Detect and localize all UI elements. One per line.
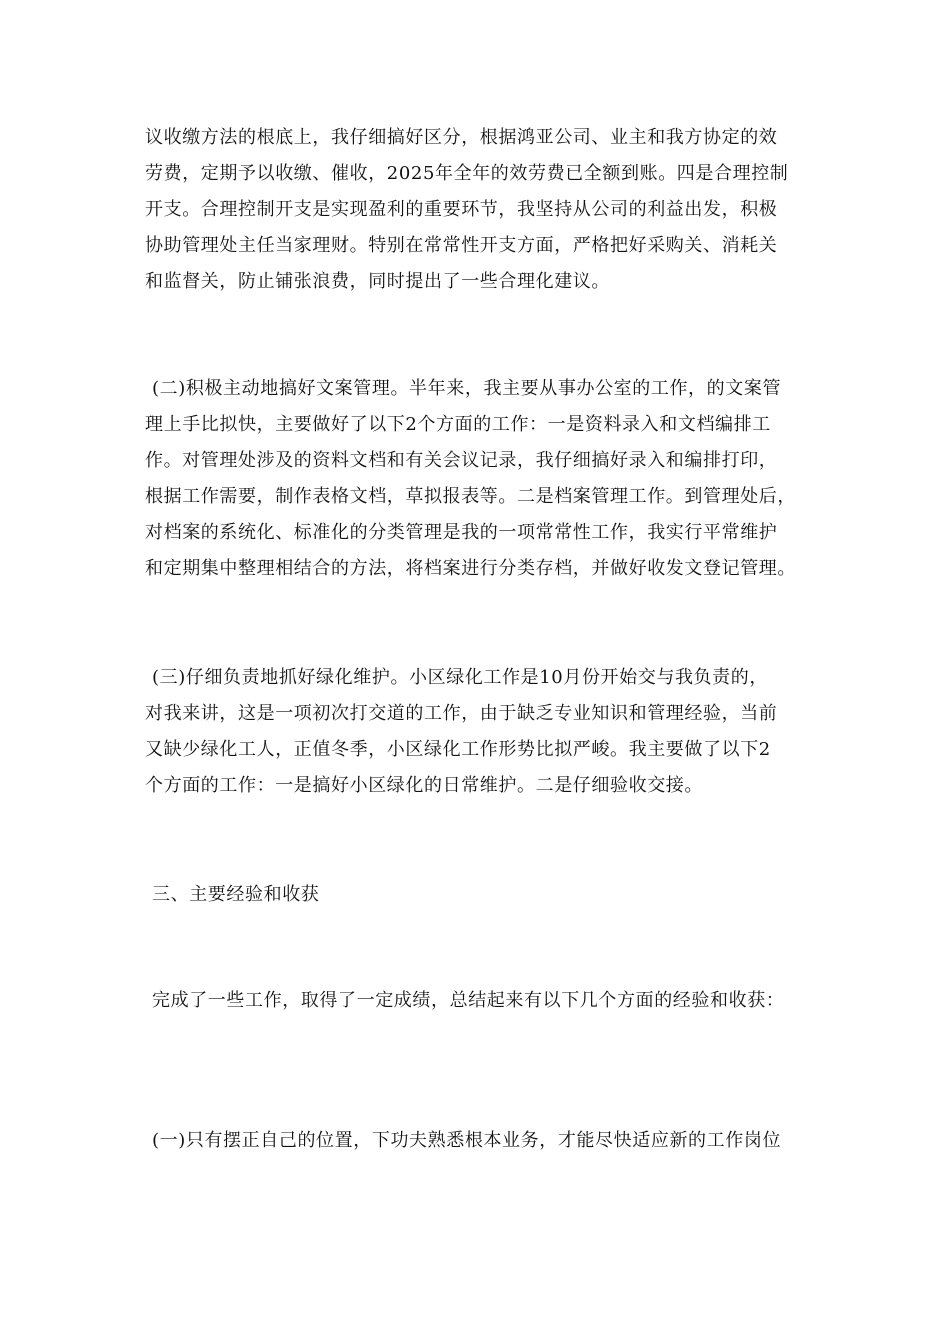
text-line: 理上手比拟快，主要做好了以下2个方面的工作：一是资料录入和文档编排工	[145, 414, 771, 435]
text-line: 开支。合理控制开支是实现盈利的重要环节，我坚持从公司的利益出发，积极	[145, 199, 778, 220]
text-line: 议收缴方法的根底上，我仔细搞好区分，根据鸿亚公司、业主和我方协定的效	[145, 127, 778, 148]
text-line: (二)积极主动地搞好文案管理。半年来，我主要从事办公室的工作，的文案管	[152, 378, 782, 399]
text-line: 根据工作需要，制作表格文档，草拟报表等。二是档案管理工作。到管理处后，	[145, 486, 796, 507]
text-line: 个方面的工作：一是搞好小区绿化的日常维护。二是仔细验收交接。	[145, 775, 703, 796]
text-line: 对档案的系统化、标准化的分类管理是我的一项常常性工作，我实行平常维护	[145, 522, 778, 543]
text-line: 作。对管理处涉及的资料文档和有关会议记录，我仔细搞好录入和编排打印，	[145, 450, 778, 471]
text-line: 和定期集中整理相结合的方法，将档案进行分类存档，并做好收发文登记管理。	[145, 558, 796, 579]
text-line: 协助管理处主任当家理财。特别在常常性开支方面，严格把好采购关、消耗关	[145, 235, 778, 256]
text-line: 对我来讲，这是一项初次打交道的工作，由于缺乏专业知识和管理经验，当前	[145, 703, 778, 724]
text-line: 和监督关，防止铺张浪费，同时提出了一些合理化建议。	[145, 271, 610, 292]
summary-paragraph: 完成了一些工作，取得了一定成绩，总结起来有以下几个方面的经验和收获：	[152, 990, 785, 1011]
text-line: 劳费，定期予以收缴、催收，2025年全年的效劳费已全额到账。四是合理控制	[145, 163, 789, 184]
text-line: 又缺少绿化工人，正值冬季，小区绿化工作形势比拟严峻。我主要做了以下2	[145, 739, 771, 760]
text-line: (三)仔细负责地抓好绿化维护。小区绿化工作是10月份开始交与我负责的，	[152, 667, 768, 688]
section-heading: 三、主要经验和收获	[152, 884, 320, 905]
point-paragraph: (一)只有摆正自己的位置，下功夫熟悉根本业务，才能尽快适应新的工作岗位	[152, 1130, 782, 1151]
